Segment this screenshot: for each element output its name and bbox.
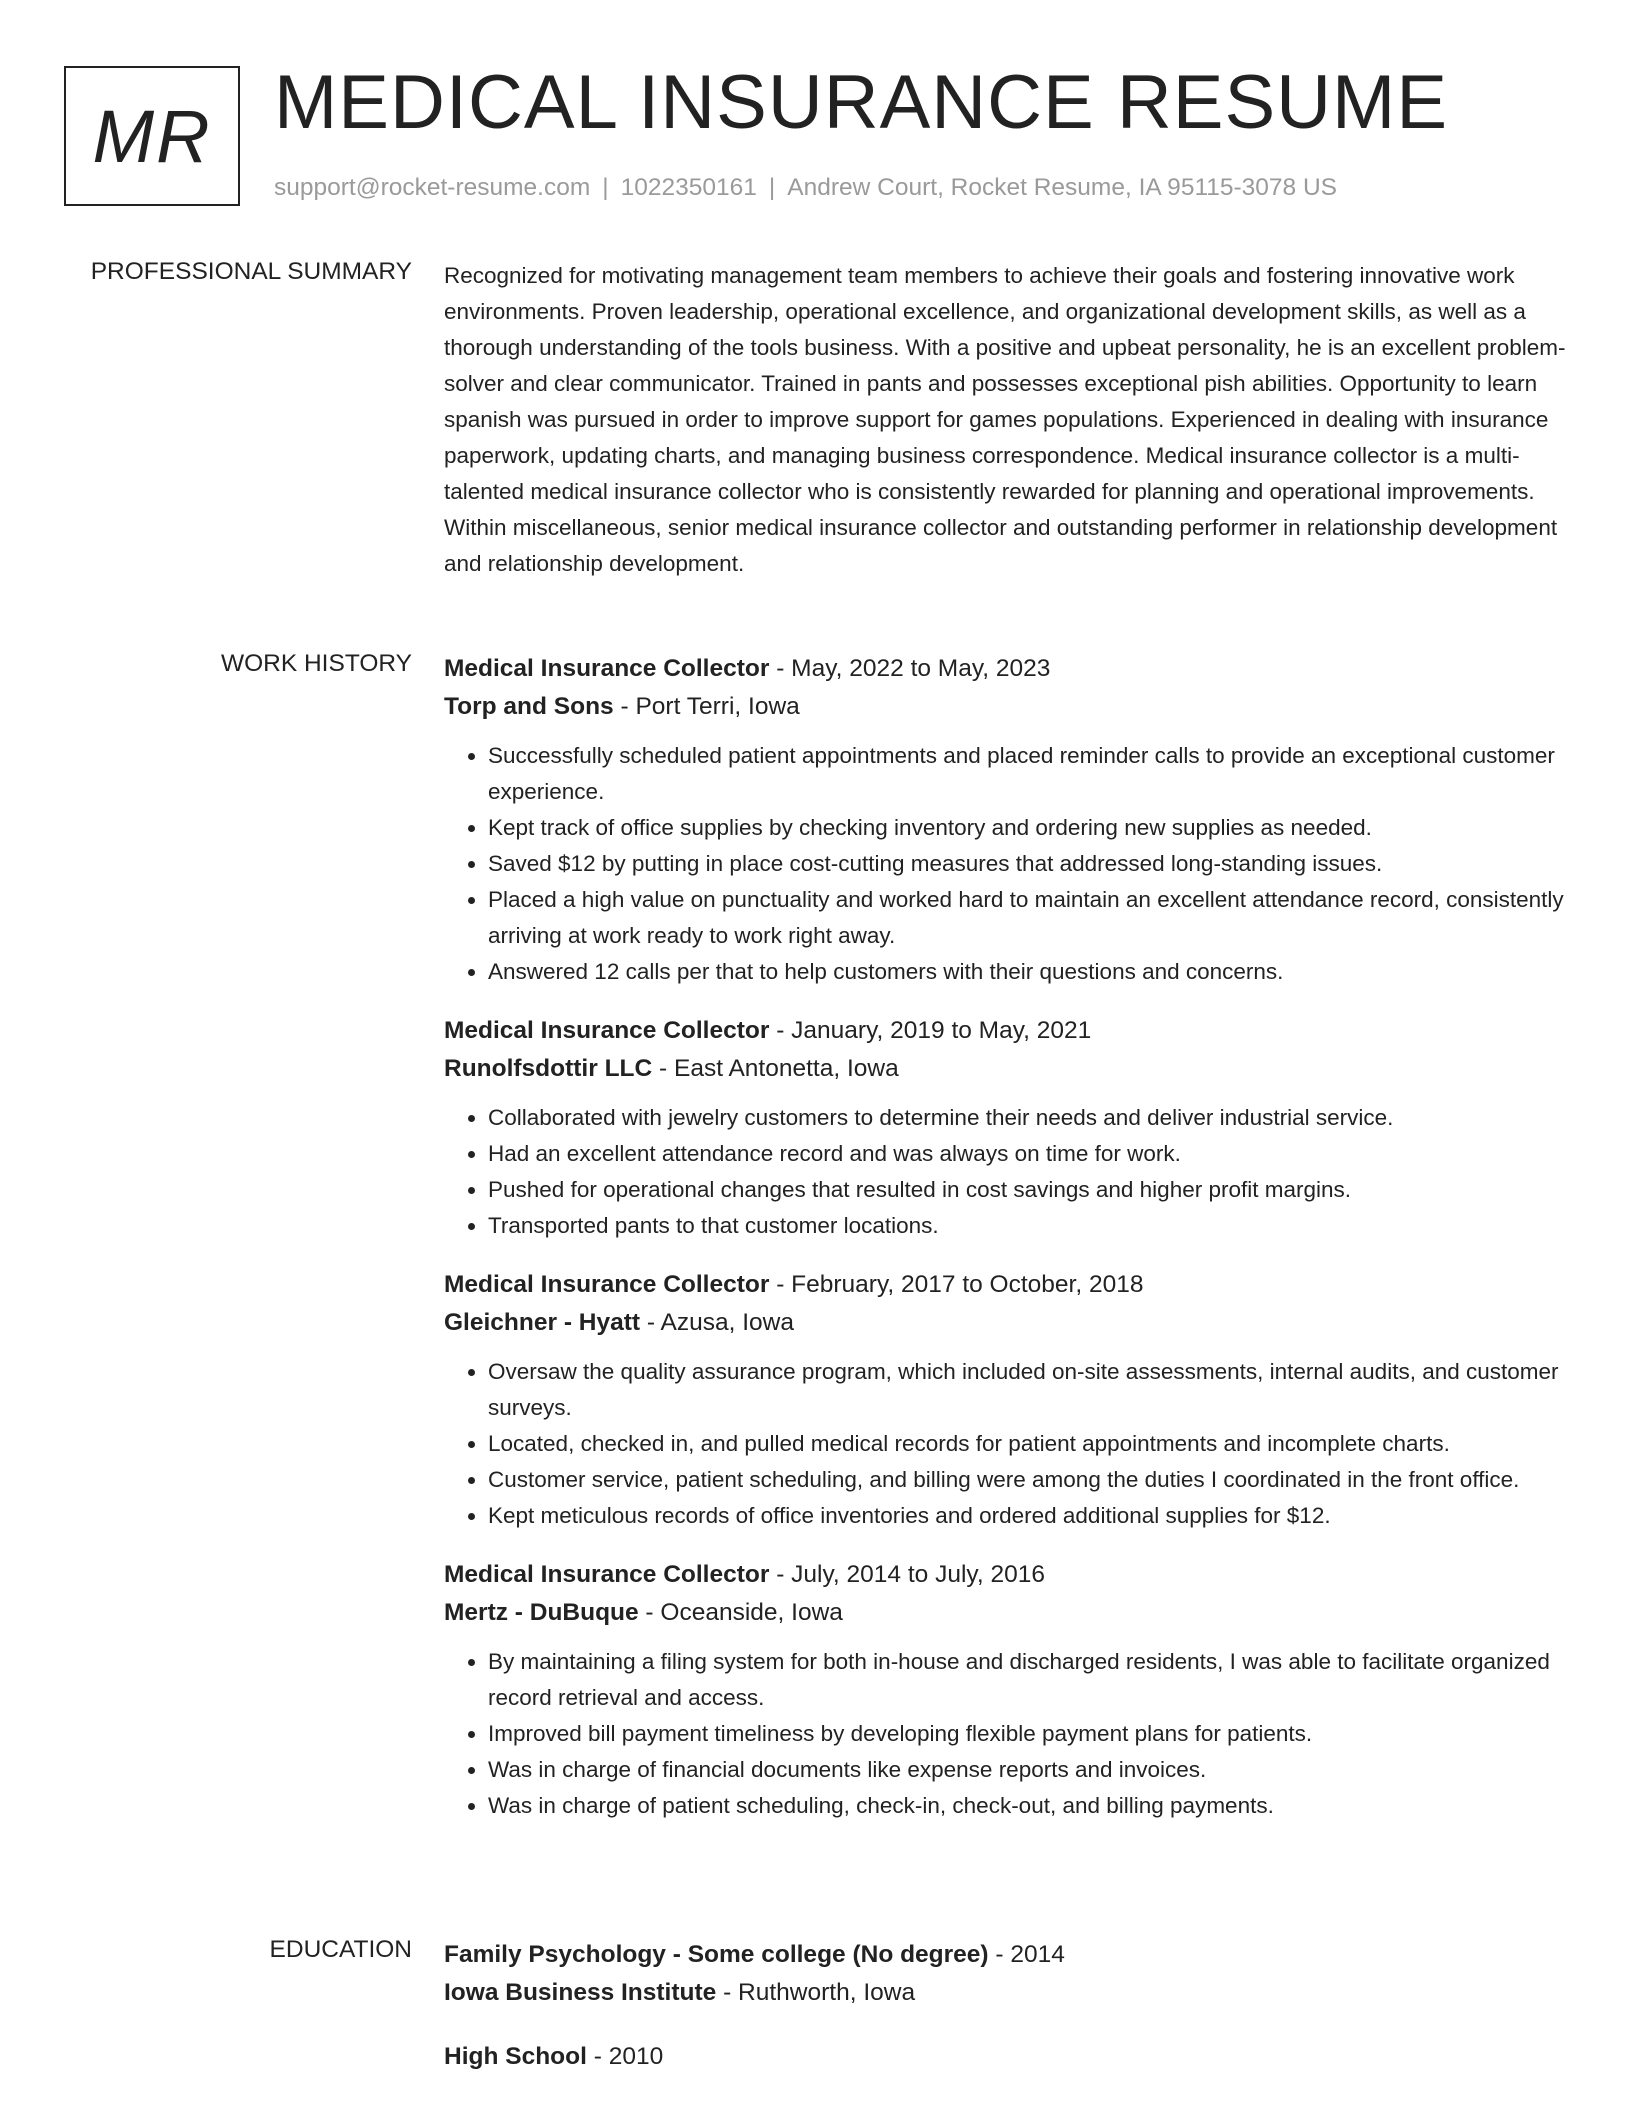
job-entry	[444, 1556, 1568, 1824]
job-company: Gleichner - Hyatt	[444, 1309, 641, 1336]
job-location: - Port Terri, Iowa	[613, 693, 800, 720]
job-dates: - January, 2019 to May, 2021	[769, 1017, 1092, 1044]
education-degree-line	[444, 2038, 1568, 2076]
summary-heading: PROFESSIONAL SUMMARY	[90, 258, 412, 285]
job-bullet: • Was in charge of patient scheduling, check-in, check-out, and billing payments.	[488, 1788, 1568, 1824]
job-bullet: • Had an excellent attendance record and was always on time for work.	[488, 1136, 1568, 1172]
education-degree-line	[444, 1936, 1568, 1974]
job-company-line	[444, 1050, 1568, 1088]
monogram-badge	[64, 66, 240, 206]
contact-email: support@rocket-resume.com	[274, 174, 591, 201]
education-degree: High School	[444, 2043, 587, 2070]
education-school: Iowa Business Institute	[444, 1979, 717, 2006]
job-location: - Azusa, Iowa	[640, 1309, 794, 1336]
contact-separator: |	[602, 174, 609, 201]
education-body	[444, 1936, 1568, 2102]
job-bullet: • Oversaw the quality assurance program, which included on-site assessments, internal audits, and customer surveys.	[488, 1354, 1568, 1426]
education-entry	[444, 1936, 1568, 2012]
job-company: Mertz - DuBuque	[444, 1599, 639, 1626]
job-bullet: • Answered 12 calls per that to help customers with their questions and concerns.	[488, 954, 1568, 990]
work-history-body	[444, 650, 1568, 1846]
job-dates: - May, 2022 to May, 2023	[769, 655, 1051, 682]
job-bullets	[444, 1354, 1568, 1534]
job-bullet: • Was in charge of financial documents like expense reports and invoices.	[488, 1752, 1568, 1788]
job-bullet: • Located, checked in, and pulled medical records for patient appointments and incomplete charts.	[488, 1426, 1568, 1462]
education-year: - 2010	[586, 2043, 664, 2070]
job-title-line	[444, 650, 1568, 688]
job-bullets	[444, 1644, 1568, 1824]
job-bullets	[444, 738, 1568, 990]
contact-line	[274, 174, 1337, 202]
education-school-line	[444, 1974, 1568, 2012]
job-location: - Oceanside, Iowa	[638, 1599, 843, 1626]
job-bullets	[444, 1100, 1568, 1244]
monogram-initials: MR	[92, 94, 212, 178]
job-entry	[444, 1012, 1568, 1244]
job-title-line	[444, 1012, 1568, 1050]
job-bullet: • Customer service, patient scheduling, and billing were among the duties I coordinated in the front office.	[488, 1462, 1568, 1498]
job-bullet: • Transported pants to that customer locations.	[488, 1208, 1568, 1244]
job-title: Medical Insurance Collector	[444, 1271, 770, 1298]
job-company-line	[444, 1304, 1568, 1342]
contact-phone: 1022350161	[620, 174, 757, 201]
job-company: Runolfsdottir LLC	[444, 1055, 653, 1082]
job-dates: - February, 2017 to October, 2018	[769, 1271, 1144, 1298]
job-company: Torp and Sons	[444, 693, 614, 720]
job-title: Medical Insurance Collector	[444, 655, 770, 682]
education-location: - Ruthworth, Iowa	[716, 1979, 916, 2006]
summary-paragraph: Recognized for motivating management team members to achieve their goals and fostering innovative work environments. Proven leadership, operational excellence, and organizational development skills, as well as a thorough understanding of the tools business. With a positive and upbeat personality, he is an excellent problem-solver and clear communicator. Trained in pants and possesses exceptional pish abilities. Opportunity to learn spanish was pursued in order to improve support for games populations. Experienced in dealing with insurance paperwork, updating charts, and managing business correspondence. Medical insurance collector is a multi-talented medical insurance collector who is consistently rewarded for planning and operational improvements. Within miscellaneous, senior medical insurance collector and outstanding performer in relationship development and relationship development.	[444, 263, 1566, 576]
job-bullet: • Kept track of office supplies by checking inventory and ordering new supplies as needed.	[488, 810, 1568, 846]
job-entry	[444, 1266, 1568, 1534]
resume-title: MEDICAL INSURANCE RESUME	[274, 60, 1449, 145]
job-title-line	[444, 1266, 1568, 1304]
job-bullet: • Pushed for operational changes that resulted in cost savings and higher profit margins.	[488, 1172, 1568, 1208]
job-bullet: • Placed a high value on punctuality and worked hard to maintain an excellent attendance record, consistently arriving at work ready to work right away.	[488, 882, 1568, 954]
job-bullet: • Improved bill payment timeliness by developing flexible payment plans for patients.	[488, 1716, 1568, 1752]
job-bullet: • Saved $12 by putting in place cost-cutting measures that addressed long-standing issues.	[488, 846, 1568, 882]
education-heading: EDUCATION	[269, 1936, 412, 1963]
job-bullet: • Kept meticulous records of office inventories and ordered additional supplies for $12.	[488, 1498, 1568, 1534]
job-location: - East Antonetta, Iowa	[652, 1055, 899, 1082]
job-dates: - July, 2014 to July, 2016	[769, 1561, 1045, 1588]
summary-body	[444, 258, 1568, 582]
job-bullet: • Successfully scheduled patient appointments and placed reminder calls to provide an exceptional customer experience.	[488, 738, 1568, 810]
job-title: Medical Insurance Collector	[444, 1017, 770, 1044]
contact-separator: |	[768, 174, 776, 201]
education-year: - 2014	[988, 1941, 1065, 1968]
job-company-line	[444, 688, 1568, 726]
education-entry	[444, 2038, 1568, 2076]
job-bullet: • Collaborated with jewelry customers to determine their needs and deliver industrial service.	[488, 1100, 1568, 1136]
contact-address: Andrew Court, Rocket Resume, IA 95115-3078 US	[787, 174, 1337, 201]
education-degree: Family Psychology - Some college (No degree)	[444, 1941, 989, 1968]
job-entry	[444, 650, 1568, 990]
job-title: Medical Insurance Collector	[444, 1561, 770, 1588]
job-company-line	[444, 1594, 1568, 1632]
job-title-line	[444, 1556, 1568, 1594]
work-history-heading: WORK HISTORY	[220, 650, 412, 677]
job-bullet: • By maintaining a filing system for both in-house and discharged residents, I was able to facilitate organized record retrieval and access.	[488, 1644, 1568, 1716]
